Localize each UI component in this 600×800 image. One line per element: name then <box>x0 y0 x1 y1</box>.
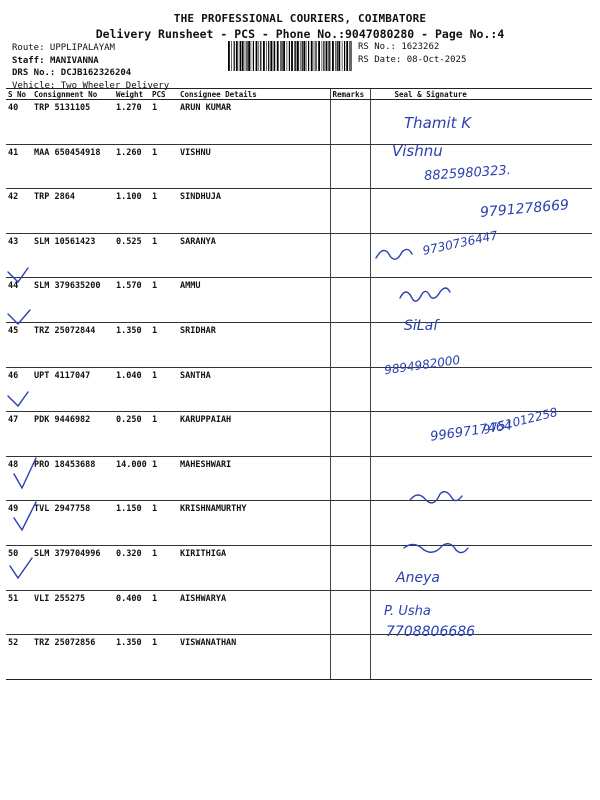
row-weight: 1.040 <box>114 367 150 412</box>
row-consignment-no: SLM 379704996 <box>32 545 114 590</box>
row-sno: 44 <box>6 278 32 323</box>
table-row <box>6 278 592 323</box>
row-consignment-no: SLM 10561423 <box>32 233 114 278</box>
barcode-bar <box>251 41 252 71</box>
row-remarks <box>330 501 370 546</box>
row-consignee: ARUN KUMAR <box>178 100 330 145</box>
col-header-sno: S No <box>6 89 32 100</box>
barcode-bar <box>303 41 305 71</box>
row-sno: 41 <box>6 144 32 189</box>
route-text: Route: UPPLIPALAYAM <box>12 43 115 53</box>
barcode-bar <box>291 41 293 71</box>
row-pcs: 1 <box>150 189 178 234</box>
table-row <box>6 501 592 546</box>
row-remarks <box>330 100 370 145</box>
row-consignment-no: TRZ 25072844 <box>32 322 114 367</box>
row-pcs: 1 <box>150 545 178 590</box>
barcode-bar <box>326 41 328 71</box>
row-weight: 1.270 <box>114 100 150 145</box>
barcode-bar <box>263 41 265 71</box>
barcode-bar <box>308 41 309 71</box>
row-consignee: KRISHNAMURTHY <box>178 501 330 546</box>
signature-52-name: P. Usha <box>384 604 431 619</box>
barcode-bar <box>342 41 343 71</box>
col-header-remarks: Remarks <box>330 89 370 100</box>
barcode-bar <box>283 41 285 71</box>
row-weight: 1.150 <box>114 501 150 546</box>
table-row <box>6 322 592 367</box>
barcode-bar <box>242 41 244 71</box>
signature-52-phone: 7708806686 <box>386 624 476 640</box>
row-consignment-no: SLM 379635200 <box>32 278 114 323</box>
barcode-bar <box>297 41 299 71</box>
row-weight: 1.350 <box>114 635 150 680</box>
staff-line <box>12 55 169 68</box>
barcode-bar <box>337 41 338 71</box>
row-pcs: 1 <box>150 456 178 501</box>
barcode-bar <box>302 41 303 71</box>
barcode-bar <box>239 41 240 71</box>
row-consignee: AISHWARYA <box>178 590 330 635</box>
row-consignee: VISWANATHAN <box>178 635 330 680</box>
col-header-weight: Weight <box>114 89 150 100</box>
row-signature <box>370 278 592 323</box>
barcode-bar <box>287 41 288 71</box>
barcode-bar <box>311 41 313 71</box>
barcode-bar <box>344 41 345 71</box>
signature-43-phone: 9730736447 <box>421 228 499 258</box>
barcode-bar <box>248 41 250 71</box>
col-header-consignee: Consignee Details <box>178 89 330 100</box>
row-weight: 1.260 <box>114 144 150 189</box>
drs-label: DRS No.: <box>12 68 56 78</box>
signature-45: SiLaf <box>404 318 439 334</box>
row-sno: 45 <box>6 322 32 367</box>
row-weight: 14.000 <box>114 456 150 501</box>
row-pcs: 1 <box>150 144 178 189</box>
table-row <box>6 367 592 412</box>
row-consignment-no: TRZ 25072856 <box>32 635 114 680</box>
row-remarks <box>330 278 370 323</box>
rs-no-text: RS No.: 1623262 <box>358 42 440 52</box>
barcode-bar <box>256 41 258 71</box>
row-remarks <box>330 144 370 189</box>
row-pcs: 1 <box>150 501 178 546</box>
row-consignee: SRIDHAR <box>178 322 330 367</box>
header-left-block <box>12 42 169 92</box>
barcode-bar <box>350 41 351 71</box>
barcode-bar <box>346 41 348 71</box>
signature-47-phone: 9969717464 <box>429 418 514 445</box>
row-consignee: SARANYA <box>178 233 330 278</box>
row-remarks <box>330 545 370 590</box>
row-remarks <box>330 412 370 457</box>
barcode-bar <box>315 41 316 71</box>
row-remarks <box>330 590 370 635</box>
barcode-bar <box>280 41 281 71</box>
row-consignee: KIRITHIGA <box>178 545 330 590</box>
barcode-bar <box>294 41 295 71</box>
table-row <box>6 635 592 680</box>
row-sno: 43 <box>6 233 32 278</box>
row-pcs: 1 <box>150 412 178 457</box>
barcode-bar <box>259 41 260 71</box>
row-remarks <box>330 189 370 234</box>
row-consignment-no: UPT 4117047 <box>32 367 114 412</box>
barcode-bar <box>236 41 238 71</box>
row-pcs: 1 <box>150 590 178 635</box>
barcode-bar <box>338 41 340 71</box>
barcode-bar <box>349 41 350 71</box>
barcode-bar <box>270 41 272 71</box>
barcode-bar <box>234 41 235 71</box>
row-consignment-no: MAA 650454918 <box>32 144 114 189</box>
barcode-bar <box>240 41 241 71</box>
row-sno: 48 <box>6 456 32 501</box>
row-remarks <box>330 233 370 278</box>
barcode-bar <box>289 41 290 71</box>
vehicle-text: Vehicle: Two Wheeler Delivery <box>12 80 170 91</box>
row-remarks <box>330 635 370 680</box>
table-row <box>6 100 592 145</box>
barcode-bar <box>281 41 282 71</box>
row-consignee: KARUPPAIAH <box>178 412 330 457</box>
row-pcs: 1 <box>150 278 178 323</box>
header-right-block <box>358 41 466 66</box>
company-title: THE PROFESSIONAL COURIERS, COIMBATORE <box>173 12 427 25</box>
barcode-bar <box>318 41 320 71</box>
row-consignment-no: TRP 5131105 <box>32 100 114 145</box>
row-sno: 46 <box>6 367 32 412</box>
row-consignment-no: PDK 9446982 <box>32 412 114 457</box>
row-consignee: AMMU <box>178 278 330 323</box>
barcode-bar <box>253 41 254 71</box>
barcode-bar <box>266 41 267 71</box>
barcode-bar <box>306 41 307 71</box>
row-weight: 0.250 <box>114 412 150 457</box>
row-consignee: MAHESHWARI <box>178 456 330 501</box>
drs-value: DCJB162326204 <box>60 68 132 78</box>
row-pcs: 1 <box>150 233 178 278</box>
row-consignee: SANTHA <box>178 367 330 412</box>
row-consignment-no: TVL 2947758 <box>32 501 114 546</box>
signature-40: Thamit K <box>404 114 472 132</box>
signature-48-phone: 9751012258 <box>481 404 559 438</box>
row-signature <box>370 635 592 680</box>
signature-41: Vishnu <box>392 142 443 160</box>
col-header-consignment: Consignment No <box>32 89 114 100</box>
signature-41-phone: 8825980323. <box>423 162 512 185</box>
row-weight: 0.400 <box>114 590 150 635</box>
row-weight: 0.525 <box>114 233 150 278</box>
barcode-bar <box>228 41 230 71</box>
signature-51: Aneya <box>396 570 440 586</box>
barcode-bar <box>322 41 323 71</box>
col-header-pcs: PCS <box>150 89 178 100</box>
row-pcs: 1 <box>150 100 178 145</box>
staff-value: MANIVANNA <box>49 55 99 66</box>
table-row <box>6 590 592 635</box>
row-consignment-no: VLI 255275 <box>32 590 114 635</box>
table-row <box>6 545 592 590</box>
col-header-signature: Seal & Signature <box>370 89 592 100</box>
staff-label: Staff: <box>12 55 45 66</box>
row-remarks <box>330 367 370 412</box>
barcode-bar <box>314 41 315 71</box>
row-sno: 52 <box>6 635 32 680</box>
barcode-bar <box>245 41 246 71</box>
barcode-bar <box>332 41 334 71</box>
barcode-bar <box>323 41 324 71</box>
row-sno: 40 <box>6 100 32 145</box>
barcode-bar <box>274 41 275 71</box>
barcode-bar <box>295 41 296 71</box>
table-header-row <box>6 89 592 100</box>
barcode-bar <box>246 41 247 71</box>
row-weight: 1.350 <box>114 322 150 367</box>
row-weight: 1.100 <box>114 189 150 234</box>
signature-46: 9894982000 <box>383 352 461 378</box>
barcode-bar <box>231 41 232 71</box>
row-signature <box>370 501 592 546</box>
table-row <box>6 233 592 278</box>
barcode-bar <box>329 41 330 71</box>
row-sno: 42 <box>6 189 32 234</box>
row-pcs: 1 <box>150 635 178 680</box>
barcode-bar <box>268 41 269 71</box>
signature-42-phone: 9791278669 <box>479 197 570 221</box>
row-pcs: 1 <box>150 322 178 367</box>
table-row <box>6 456 592 501</box>
row-sno: 51 <box>6 590 32 635</box>
drs-line <box>12 67 169 80</box>
barcode <box>228 41 354 71</box>
barcode-bar <box>273 41 274 71</box>
row-signature <box>370 456 592 501</box>
row-consignee: SINDHUJA <box>178 189 330 234</box>
row-sno: 49 <box>6 501 32 546</box>
barcode-bar <box>260 41 261 71</box>
row-remarks <box>330 322 370 367</box>
row-sno: 47 <box>6 412 32 457</box>
barcode-bar <box>300 41 301 71</box>
barcode-bar <box>277 41 279 71</box>
row-consignment-no: PRO 18453688 <box>32 456 114 501</box>
barcode-bar <box>328 41 329 71</box>
row-weight: 1.570 <box>114 278 150 323</box>
row-consignment-no: TRP 2864 <box>32 189 114 234</box>
runsheet-subtitle: Delivery Runsheet - PCS - Phone No.:9047080280 - Page No.:4 <box>95 27 505 41</box>
row-remarks <box>330 456 370 501</box>
rs-date-text: RS Date: 08-Oct-2025 <box>358 54 467 65</box>
row-pcs: 1 <box>150 367 178 412</box>
barcode-bar <box>335 41 336 71</box>
row-weight: 0.320 <box>114 545 150 590</box>
row-sno: 50 <box>6 545 32 590</box>
row-consignee: VISHNU <box>178 144 330 189</box>
